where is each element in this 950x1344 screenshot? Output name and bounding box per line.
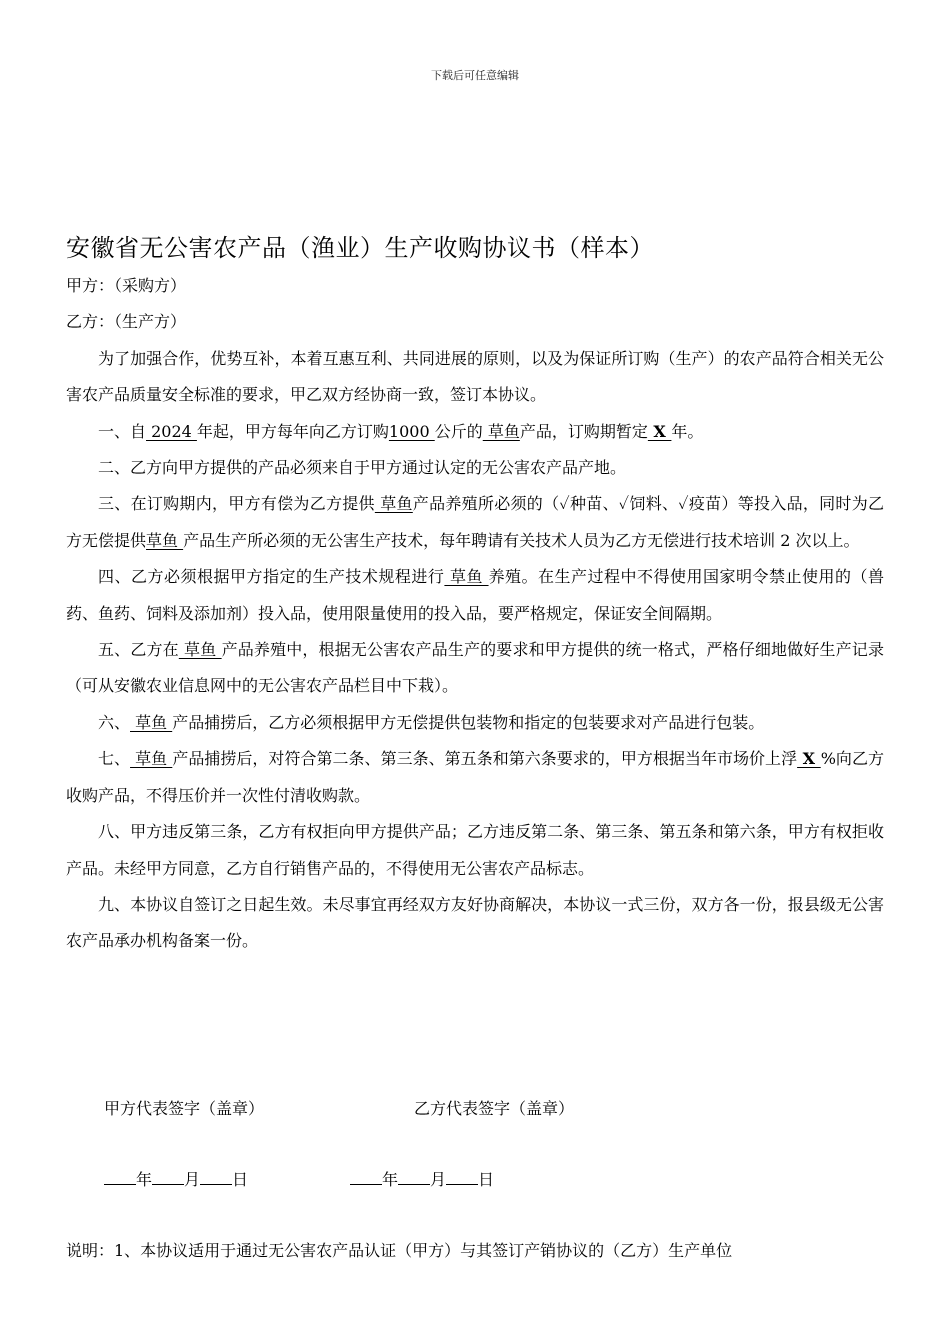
clause-2: 二、乙方向甲方提供的产品必须来自于甲方通过认定的无公害农产品产地。 [98,458,627,478]
month-label: 月 [430,1170,447,1189]
party-b-line: 乙方：（生产方） [66,312,187,332]
clause-1 [66,414,884,450]
clause-7 [66,741,884,814]
header-note: 下载后可任意编辑 [431,69,519,82]
explanatory-note: 说明：1、本协议适用于通过无公害农产品认证（甲方）与其签订产销协议的（乙方）生产单位 [66,1241,733,1260]
clause-7-text-a: 七、 [98,749,131,769]
party-b-date [350,1167,494,1190]
clause-1-text-b: 年起，甲方每年向乙方订购 [196,421,389,441]
day-label: 日 [478,1170,495,1189]
clause-4-product: 草鱼 [444,567,489,587]
clause-5 [66,632,884,705]
clause-3 [66,486,884,559]
clause-3-text-b: 产品养殖所必须的（✓种苗、✓饲料、✓疫苗）等投入品，同时为乙方无偿提供 [66,494,884,550]
month-label: 月 [184,1170,201,1189]
clause-7-markup: X [797,749,821,769]
year-label: 年 [136,1170,153,1189]
clause-5-text-a: 五、乙方在 [98,640,179,660]
clause-3-product-1: 草鱼 [374,494,413,514]
year-blank[interactable] [350,1170,382,1185]
clause-4-text-b: 养殖。在生产过程中不得使用国家明令禁止使用的（兽药、鱼药、饲料及添加剂）投入品，使用限量使用的投入品，要严格规定，保证安全间隔期。 [66,567,884,623]
clause-1-period: X [647,421,672,441]
day-label: 日 [232,1170,249,1189]
clause-3-text-c: 产品生产所必须的无公害生产技术，每年聘请有关技术人员为乙方无偿进行技术培训 2 次以上。 [183,530,860,550]
party-a-line: 甲方：（采购方） [66,276,187,295]
clause-6 [66,705,884,741]
month-blank[interactable] [152,1170,184,1185]
clause-6-text-b: 产品捕捞后，乙方必须根据甲方无偿提供包装物和指定的包装要求对产品进行包装。 [172,712,765,732]
clause-1-quantity: 1000 [388,421,435,441]
intro-paragraph: 为了加强合作，优势互补，本着互惠互利、共同进展的原则，以及为保证所订购（生产）的农产品符合相关无公害农产品质量安全标准的要求，甲乙双方经协商一致，签订本协议。 [66,348,884,405]
clause-1-text-e: 年。 [671,421,704,441]
clause-1-text-a: 一、自 [98,421,147,441]
clause-6-text-a: 六、 [98,712,131,732]
clause-5-text-b: 产品养殖中，根据无公害农产品生产的要求和甲方提供的统一格式，严格仔细地做好生产记录（可从安徽农业信息网中的无公害农产品栏目中下栽）。 [66,640,884,696]
clause-1-year: 2024 [146,421,197,441]
party-b-signature-label: 乙方代表签字（盖章） [414,1099,575,1118]
day-blank[interactable] [446,1170,478,1185]
clause-1-text-c: 公斤的 [434,421,483,441]
clause-4-text-a: 四、乙方必须根据甲方指定的生产技术规程进行 [98,567,445,587]
month-blank[interactable] [398,1170,430,1185]
agreement-body [66,268,884,960]
clause-7-text-b: 产品捕捞后，对符合第二条、第三条、第五条和第六条要求的，甲方根据当年市场价上浮 [172,749,798,769]
clause-4 [66,559,884,632]
year-label: 年 [382,1170,399,1189]
clause-3-text-a: 三、在订购期内，甲方有偿为乙方提供 [98,494,375,514]
clause-3-product-2: 草鱼 [146,530,184,550]
year-blank[interactable] [104,1170,136,1185]
party-a-date [104,1167,248,1190]
clause-9: 九、本协议自签订之日起生效。未尽事宜再经双方友好协商解决，本协议一式三份，双方各一份，报县级无公害农产品承办机构备案一份。 [66,894,884,951]
clause-7-product: 草鱼 [130,749,173,769]
clause-1-text-d: 产品，订购期暂定 [519,421,648,441]
clause-1-product: 草鱼 [482,421,520,441]
clause-5-product: 草鱼 [178,640,222,660]
day-blank[interactable] [200,1170,232,1185]
clause-6-product: 草鱼 [130,712,173,732]
clause-7-text-c: %向乙方收购产品，不得压价并一次性付清收购款。 [66,749,884,805]
clause-8: 八、甲方违反第三条，乙方有权拒向甲方提供产品；乙方违反第二条、第三条、第五条和第六条，甲方有权拒收产品。未经甲方同意，乙方自行销售产品的，不得使用无公害农产品标志。 [66,822,884,878]
document-title: 安徽省无公害农产品（渔业）生产收购协议书（样本） [66,234,654,262]
party-a-signature-label: 甲方代表签字（盖章） [104,1099,265,1118]
